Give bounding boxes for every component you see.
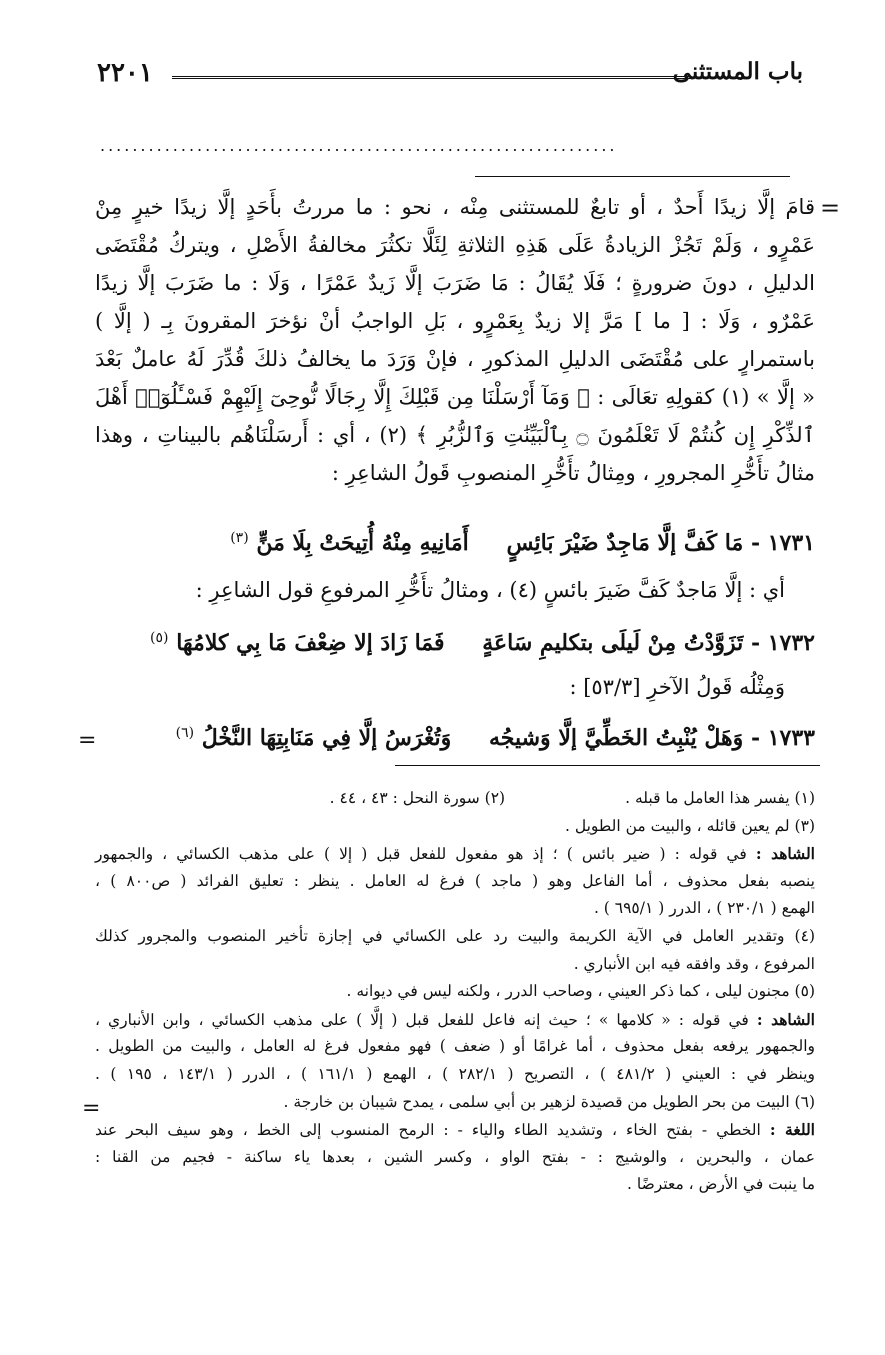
verse-hemistich-first: تَزَوَّدْتُ مِنْ لَيلَى بتكليمِ سَاعَةٍ: [482, 630, 744, 657]
shahid-label: الشاهد :: [755, 844, 815, 864]
body-line: عَمْرٍو ، وَلَمْ تَجُزْ الزيادةُ عَلَى هَذِهِ الثلاثةِ لِئَلَّا تكثُرَ مخالفةُ الأَصْلِ ، ويتركُ مُقْتَضَى: [95, 233, 815, 257]
verse-hemistich-second: فَمَا زَادَ إلا ضِعْفَ مَا بِي كلامُهَا: [176, 630, 445, 657]
dotted-separator: ................................................................: [100, 138, 618, 154]
footnote-line: عمان ، والبحرين ، والوشيج : - بفتح الواو ، وكسر الشين ، بعدها ياء ساكنة - فجيم من القنا :: [95, 1147, 815, 1166]
footnote-text: في قوله : ( ضير بائس ) ؛ إذ هو مفعول للفعل قبل ( إلا ) على مذهب الكسائي ، والجمهور: [95, 845, 747, 864]
continuation-mark: =: [82, 1096, 101, 1121]
footnote-text: الخطي - بفتح الخاء ، وتشديد الطاء والياء - : الرمح المنسوب إلى الخط ، وهو سيف البحر عند: [95, 1121, 761, 1140]
verse-hemistich-second: وَتُغْرَسُ إلَّا فِي مَنَابِتِهَا النَّخْلُ: [201, 725, 452, 752]
body-line: باستمرارٍ على مُقْتَضَى الدليلِ المذكورِ ، فإنْ وَرَدَ ما يخالفُ ذلكَ قُدِّرَ لَهُ عاملٌ بَعْدَ: [95, 347, 815, 371]
verse-hemistich-second: أَمَانِيهِ مِنْهُ أُتِيحَتْ بِلَا مَنٍّ: [256, 530, 469, 557]
verse-hemistich-first: وَهَلْ يُنْبِتُ الخَطِّيَّ إلَّا وَشيجُه: [488, 725, 744, 752]
header-double-rule: [172, 76, 692, 83]
footnote-ref: (٦): [175, 725, 195, 741]
footnote-text: في قوله : « كلامها » ؛ حيث إنه فاعل للفعل قبل ( إلَّا ) على مذهب الكسائي ، وابن الأنباري ،: [95, 1010, 749, 1029]
footnote-line: والجمهور يرفعه بفعل محذوف ، أما غرامًا أو ( ضعف ) فهو مفعول فرغ له العامل ، والبيت من الطويل .: [95, 1037, 815, 1056]
footnote-line: المرفوع ، وقد وافقه فيه ابن الأنباري .: [573, 954, 815, 973]
footnote-line: [95, 840, 815, 868]
page-number: ٢٢٠١: [97, 58, 153, 88]
chapter-title: باب المستثنى: [672, 58, 803, 85]
verse-number: ١٧٣٢ -: [750, 630, 815, 657]
continuation-mark: =: [820, 194, 841, 222]
body-line: ٱلذِّكْرِ إِن كُنتُمْ لَا تَعْلَمُونَ ۝ بِٱلْبَيِّنَٰتِ وَٱلزُّبُرِ ﴾ (٢) ، أي : أَرسَلْنَاهُم بالبيناتِ ، وهذا: [95, 423, 815, 447]
body-line: الدليلِ ، دونَ ضرورةٍ ؛ فَلَا يُقَالُ : مَا ضَرَبَ إلَّا زَيدٌ عَمْرًا ، وَلَا : ما ضَرَبَ إلَّا زيدًا: [95, 271, 815, 295]
verse-intro: وَمِثْلُه قَولُ الآخرِ [٥٣/٣] :: [569, 675, 785, 699]
shahid-label: الشاهد :: [756, 1009, 815, 1029]
body-line: « إلَّا » (١) كقولِهِ تعَالَى : ﴿ وَمَآ أَرْسَلْنَا مِن قَبْلِكَ إِلَّا رِجَالًا نُّوحِىٓ إِلَيْهِمْ فَسْـَٔلُوٓا۟ أَهْلَ: [95, 385, 815, 409]
verse-explanation: أي : إلَّا مَاجدٌ كَفَّ ضَيرَ بائسٍ (٤) ، ومثالُ تأَخُّرِ المرفوعِ قول الشاعِرِ :: [195, 578, 785, 602]
body-line: مثالُ تأَخُّرِ المجرورِ ، ومِثالُ تأَخُّرِ المنصوبِ قَولُ الشاعِرِ :: [331, 461, 815, 485]
verse-hemistich-first: مَا كَفَّ إلَّا مَاجِدٌ ضَيْرَ بَائِسٍ: [506, 530, 744, 557]
top-separator-line: [475, 176, 790, 177]
footnote-5: (٥) مجنون ليلى ، كما ذكر العيني ، وصاحب الدرر ، ولكنه ليس في ديوانه .: [346, 982, 815, 1001]
verse-number: ١٧٣٣ -: [750, 725, 815, 752]
verse-1733: [95, 725, 815, 751]
body-line: عَمْرٌو ، وَلَا : [ ما ] مَرَّ إلا زيدٌ بِعَمْرٍو ، بَلِ الواجبُ أنْ نؤخرَ المقرونَ بِـ ( إلَّا ): [95, 309, 815, 333]
footnote-line: وينظر في : العيني ( ٤٨١/٢ ) ، التصريح ( ٢٨٢/١ ) ، الهمع ( ١٦١/١ ) ، الدرر ( ١٤٣/١ ، ١٩٥ ) .: [95, 1064, 816, 1083]
footnote-line: [95, 1116, 815, 1144]
footnote-ref: (٣): [230, 530, 249, 546]
footnotes: [95, 785, 815, 1199]
verse-1731: [95, 530, 815, 556]
footnote-line: ما ينبت في الأرض ، معترضًا .: [627, 1175, 815, 1194]
body-paragraph: [95, 188, 815, 492]
continuation-mark: =: [78, 728, 97, 753]
footnote-3: (٣) لم يعين قائله ، والبيت من الطويل .: [565, 816, 815, 835]
verse-1732: [95, 630, 815, 656]
body-line: قامَ إلَّا زيدًا أَحدٌ ، أو تابعٌ للمستثنى مِنْه ، نحو : ما مررتُ بأَحَدٍ إلَّا زيدًا خيرٍ مِنْ: [95, 195, 815, 219]
footnote-4: (٤) وتقدير العامل في الآية الكريمة والبيت رد على الكسائي في إجازة تأخير المنصوب والمجرور كذلك: [95, 926, 815, 945]
footnote-line: الهمع ( ٢٣٠/١ ) ، الدرر ( ٦٩٥/١ ) .: [593, 899, 815, 918]
footnote-6: (٦) البيت من بحر الطويل من قصيدة لزهير بن أبي سلمى ، يمدح شيبان بن خارجة .: [283, 1092, 815, 1111]
footnote-2: (٢) سورة النحل : ٤٣ ، ٤٤ .: [329, 789, 506, 807]
footnote-line: ينصبه بفعل محذوف ، أما الفاعل وهو ( ماجد ) فرغ له العامل . ينظر : تعليق الفرائد ( ص٨٠٠ ) ،: [95, 871, 815, 890]
footnote-separator-line: [395, 765, 820, 766]
footnote-1: (١) يفسر هذا العامل ما قبله .: [625, 789, 815, 807]
lugha-label: اللغة :: [769, 1120, 815, 1140]
footnote-ref: (٥): [150, 630, 169, 646]
footnote-line: [95, 1006, 815, 1034]
footnote-row: [95, 785, 815, 813]
verse-number: ١٧٣١ -: [750, 530, 815, 557]
